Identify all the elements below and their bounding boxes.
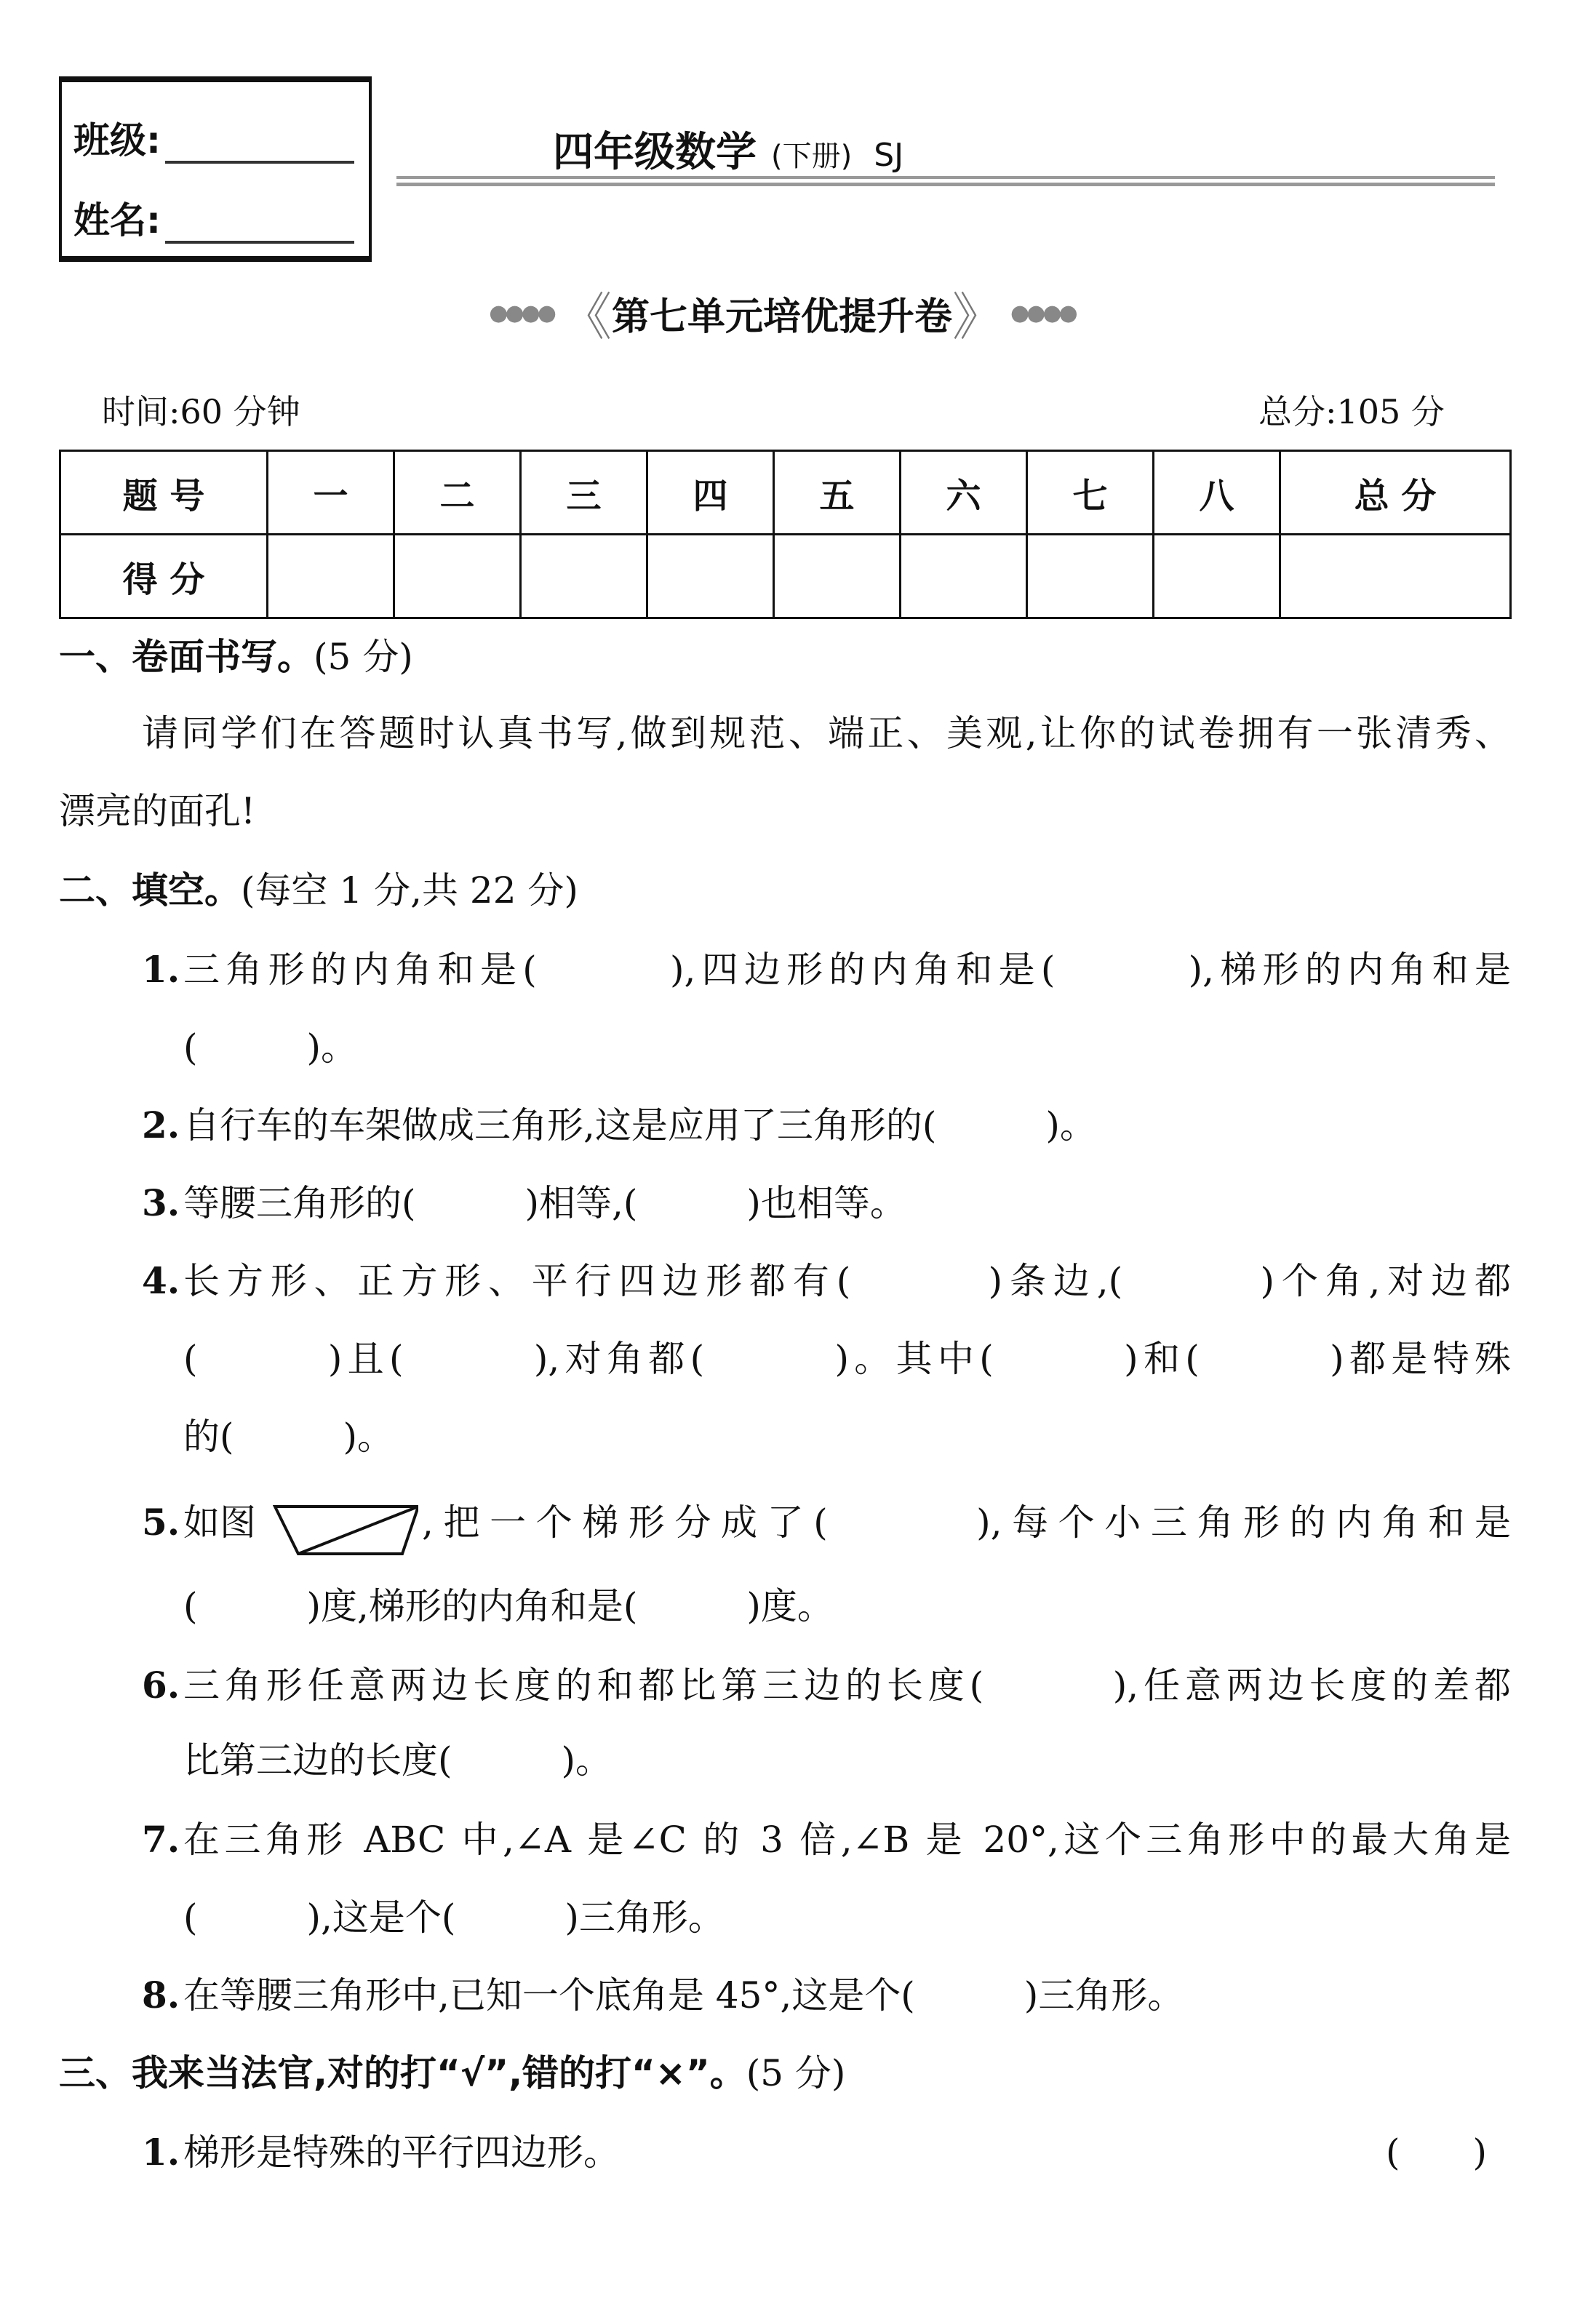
question-7-text: 在三角形 ABC 中,∠A 是∠C 的 3 倍,∠B 是 20°,这个三角形中的最大角是 xyxy=(183,1819,1511,1861)
question-5-text: ( )度,梯形的内角和是( )度。 xyxy=(183,1585,834,1627)
question-1-text: 三角形的内角和是( ),四边形的内角和是( ),梯形的内角和是 xyxy=(183,949,1511,991)
time-limit: 时间:60 分钟 xyxy=(102,392,300,431)
table-header-cell: 题 号 xyxy=(60,451,268,535)
trapezoid-diagonal xyxy=(298,1507,418,1554)
table-header-cell: 六 xyxy=(901,451,1027,535)
question-number: 2. xyxy=(142,1104,180,1146)
question-number: 1. xyxy=(142,2131,180,2174)
section-2-heading xyxy=(59,869,578,912)
class-field[interactable] xyxy=(73,111,354,164)
section-points: (5 分) xyxy=(746,2052,846,2094)
question-number: 3. xyxy=(142,1181,180,1224)
table-header-cell: 四 xyxy=(647,451,774,535)
section-points: (5 分) xyxy=(314,636,413,678)
score-table xyxy=(59,450,1512,619)
bracket-decoration: 《 xyxy=(560,287,612,347)
question-number: 1. xyxy=(142,948,180,991)
question-number: 4. xyxy=(142,1259,180,1302)
student-info-box xyxy=(59,76,372,262)
question-4-text: 的( )。 xyxy=(183,1416,394,1458)
question-number: 7. xyxy=(142,1818,180,1861)
banner-title: 第七单元培优提升卷 xyxy=(611,295,952,339)
question-6-text: 比第三边的长度( )。 xyxy=(183,1739,613,1782)
score-cell[interactable] xyxy=(1027,535,1154,618)
total-score: 总分:105 分 xyxy=(1258,392,1445,431)
section-3-heading xyxy=(59,2051,845,2095)
section-title: 一、卷面书写。 xyxy=(59,636,314,678)
table-header-cell: 三 xyxy=(521,451,647,535)
question-3-text: 等腰三角形的( )相等,( )也相等。 xyxy=(183,1182,906,1224)
question-4-text: ( )且( ),对角都( )。其中( )和( )都是特殊 xyxy=(183,1338,1511,1380)
question-4-text: 长方形、正方形、平行四边形都有( )条边,( )个角,对边都 xyxy=(183,1260,1511,1302)
subject-title: 四年级数学 xyxy=(553,129,757,176)
section-1-text: 请同学们在答题时认真书写,做到规范、端正、美观,让你的试卷拥有一张清秀、 xyxy=(142,712,1511,754)
dots-decoration: ●●●● xyxy=(1010,300,1075,326)
answer-blank[interactable]: ( ) xyxy=(1386,2131,1488,2174)
question-7-text: ( ),这是个( )三角形。 xyxy=(183,1896,725,1939)
table-header-cell: 七 xyxy=(1027,451,1154,535)
score-cell[interactable] xyxy=(394,535,521,618)
section-title: 三、我来当法官,对的打“√”,错的打“×”。 xyxy=(59,2052,746,2094)
table-row xyxy=(60,451,1511,535)
bracket-decoration: 》 xyxy=(952,287,1003,347)
section-points: (每空 1 分,共 22 分) xyxy=(241,869,578,911)
edition-label: SJ xyxy=(874,137,904,174)
section-title: 二、填空。 xyxy=(59,869,241,911)
question-number: 5. xyxy=(142,1501,180,1544)
section-1-heading xyxy=(59,635,413,679)
question-number: 8. xyxy=(142,1974,180,2016)
score-cell[interactable] xyxy=(647,535,774,618)
question-2-text: 自行车的车架做成三角形,这是应用了三角形的( )。 xyxy=(183,1104,1096,1146)
class-input-line[interactable] xyxy=(165,124,354,164)
score-cell[interactable] xyxy=(521,535,647,618)
score-row-label: 得 分 xyxy=(60,535,268,618)
table-header-cell: 总 分 xyxy=(1280,451,1511,535)
score-cell[interactable] xyxy=(1280,535,1511,618)
score-cell[interactable] xyxy=(268,535,394,618)
volume-label: (下册) xyxy=(771,140,853,173)
trapezoid-figure xyxy=(273,1504,418,1557)
table-header-cell: 八 xyxy=(1154,451,1280,535)
score-cell[interactable] xyxy=(1154,535,1280,618)
question-5-text: 如图 xyxy=(183,1501,256,1544)
name-input-line[interactable] xyxy=(165,204,354,244)
name-field[interactable] xyxy=(73,191,354,244)
question-1-text: ( )。 xyxy=(183,1026,358,1069)
score-cell[interactable] xyxy=(901,535,1027,618)
dots-decoration: ●●●● xyxy=(489,300,554,326)
score-cell[interactable] xyxy=(774,535,901,618)
question-8-text: 在等腰三角形中,已知一个底角是 45°,这是个( )三角形。 xyxy=(183,1974,1184,2016)
section-1-text: 漂亮的面孔! xyxy=(59,790,256,832)
table-header-cell: 五 xyxy=(774,451,901,535)
unit-banner xyxy=(462,280,1102,346)
question-5-text: ,把一个梯形分成了( ),每个小三角形的内角和是 xyxy=(422,1501,1511,1544)
table-row xyxy=(60,535,1511,618)
name-label: 姓名: xyxy=(73,199,161,242)
table-header-cell: 一 xyxy=(268,451,394,535)
question-6-text: 三角形任意两边长度的和都比第三边的长度( ),任意两边长度的差都 xyxy=(183,1664,1511,1707)
table-header-cell: 二 xyxy=(394,451,521,535)
question-number: 6. xyxy=(142,1664,180,1707)
class-label: 班级: xyxy=(73,119,161,161)
exam-title xyxy=(553,120,903,178)
title-divider xyxy=(396,176,1495,186)
judge-question-1-text: 梯形是特殊的平行四边形。 xyxy=(183,2131,620,2174)
